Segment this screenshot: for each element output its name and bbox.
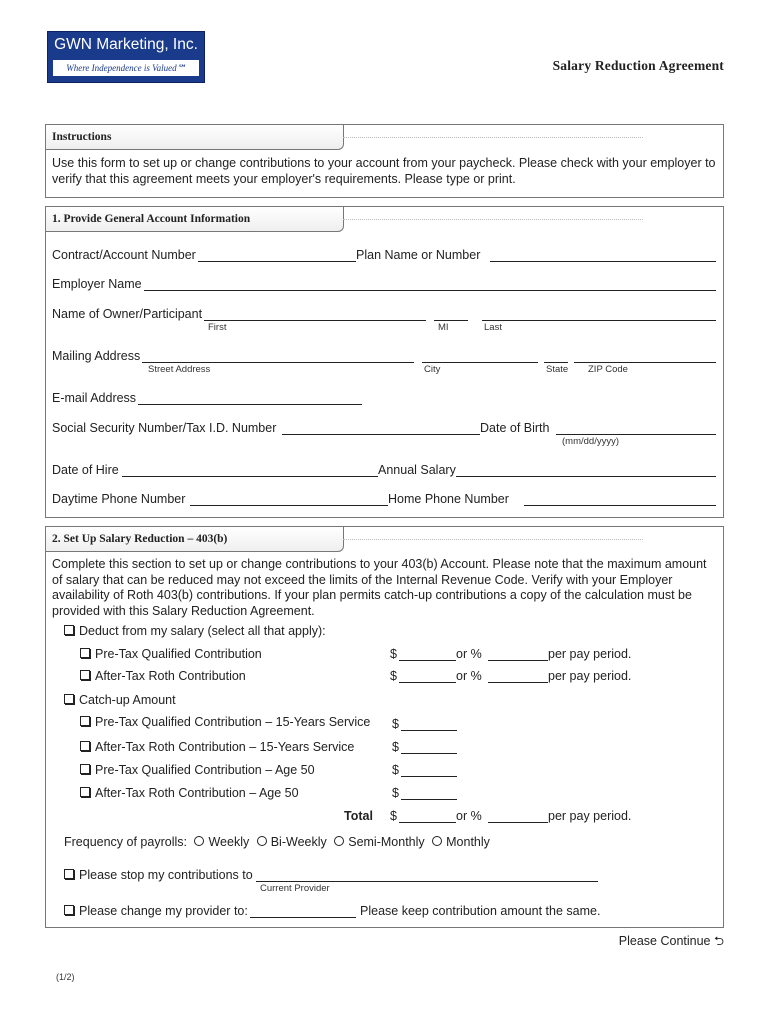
weekly-option[interactable]: Weekly	[190, 835, 249, 849]
pretax-pct-field[interactable]	[488, 660, 548, 661]
checkbox-icon[interactable]	[64, 869, 74, 879]
change-option[interactable]: Please change my provider to:	[64, 904, 248, 918]
salary-label: Annual Salary	[378, 463, 456, 477]
owner-last-field[interactable]	[482, 320, 716, 321]
total-label: Total	[344, 809, 373, 823]
checkbox-icon[interactable]	[80, 741, 90, 751]
radio-icon[interactable]	[432, 836, 442, 846]
email-field[interactable]	[138, 404, 362, 405]
keep-amount-text: Please keep contribution amount the same.	[360, 904, 601, 918]
checkbox-icon[interactable]	[80, 716, 90, 726]
owner-first-field[interactable]	[204, 320, 426, 321]
employer-label: Employer Name	[52, 277, 142, 291]
contract-label: Contract/Account Number	[52, 248, 196, 262]
total-or-pct: or %	[456, 809, 482, 823]
deduct-option[interactable]: Deduct from my salary (select all that apply):	[64, 624, 326, 638]
hire-label: Date of Hire	[52, 463, 119, 477]
biweekly-option[interactable]: Bi-Weekly	[253, 835, 327, 849]
owner-mi-field[interactable]	[434, 320, 468, 321]
aftertax50-dollar: $	[392, 786, 399, 800]
homephone-field[interactable]	[524, 505, 716, 506]
pretax15-dollar: $	[392, 717, 399, 731]
dob-hint: (mm/dd/yyyy)	[562, 436, 619, 447]
plan-field[interactable]	[490, 261, 716, 262]
monthly-option[interactable]: Monthly	[428, 835, 490, 849]
stop-option[interactable]: Please stop my contributions to	[64, 868, 253, 882]
pretax50-option[interactable]: Pre-Tax Qualified Contribution – Age 50	[80, 763, 315, 777]
email-label: E-mail Address	[52, 391, 137, 405]
aftertax-amount-field[interactable]	[399, 682, 456, 683]
dayphone-label: Daytime Phone Number	[52, 492, 186, 506]
current-provider-hint: Current Provider	[260, 883, 330, 894]
ssn-label: Social Security Number/Tax I.D. Number	[52, 421, 277, 435]
instructions-section	[45, 124, 724, 198]
total-amount-field[interactable]	[399, 822, 456, 823]
aftertax-pct-field[interactable]	[488, 682, 548, 683]
dob-label: Date of Birth	[480, 421, 550, 435]
aftertax15-option[interactable]: After-Tax Roth Contribution – 15-Years Service	[80, 740, 354, 754]
catchup-option[interactable]: Catch-up Amount	[64, 693, 176, 707]
checkbox-icon[interactable]	[64, 905, 74, 915]
radio-icon[interactable]	[257, 836, 267, 846]
total-pct-field[interactable]	[488, 822, 548, 823]
checkbox-icon[interactable]	[80, 670, 90, 680]
employer-field[interactable]	[144, 290, 716, 291]
company-tagline: Where Independence is Valued℠	[53, 60, 199, 76]
checkbox-icon[interactable]	[80, 648, 90, 658]
contract-field[interactable]	[198, 261, 356, 262]
aftertax-option[interactable]: After-Tax Roth Contribution	[80, 669, 246, 683]
aftertax50-option[interactable]: After-Tax Roth Contribution – Age 50	[80, 786, 299, 800]
page-number: (1/2)	[56, 972, 75, 982]
frequency-label: Frequency of payrolls:	[64, 835, 187, 849]
section2-heading: 2. Set Up Salary Reduction – 403(b)	[46, 527, 344, 552]
mailing-label: Mailing Address	[52, 349, 141, 363]
pretax-amount-field[interactable]	[399, 660, 456, 661]
company-logo	[47, 31, 205, 83]
pretax-option[interactable]: Pre-Tax Qualified Contribution	[80, 647, 262, 661]
section2-text: Complete this section to set up or change contributions to your 403(b) Account. Please note that the maximum amount of salary that can be reduced may not exceed the limits of the Internal Revenue Code. Verify with your Employer availability of Roth 403(b) contributions. If your plan permits catch-up contributions a copy of the calculation must be provided with this Salary Reduction Agreement.	[52, 557, 707, 618]
checkbox-icon[interactable]	[64, 694, 74, 704]
section1-heading: 1. Provide General Account Information	[46, 207, 344, 232]
company-name: GWN Marketing, Inc.	[54, 36, 198, 53]
instructions-heading: Instructions	[46, 125, 344, 150]
pretax-or-pct: or %	[456, 647, 482, 661]
dayphone-field[interactable]	[190, 505, 388, 506]
city-hint: City	[424, 364, 441, 375]
checkbox-icon[interactable]	[80, 764, 90, 774]
city-field[interactable]	[422, 362, 538, 363]
state-field[interactable]	[544, 362, 568, 363]
last-hint: Last	[484, 322, 502, 333]
zip-hint: ZIP Code	[588, 364, 628, 375]
pretax50-dollar: $	[392, 763, 399, 777]
homephone-label: Home Phone Number	[388, 492, 509, 506]
total-per-period: per pay period.	[548, 809, 632, 823]
state-hint: State	[546, 364, 569, 375]
ssn-field[interactable]	[282, 434, 480, 435]
aftertax15-dollar: $	[392, 740, 399, 754]
checkbox-icon[interactable]	[80, 787, 90, 797]
document-title: Salary Reduction Agreement	[552, 58, 724, 73]
pretax15-option[interactable]: Pre-Tax Qualified Contribution – 15-Years Service	[80, 715, 370, 729]
continue-text: Please Continue ⮌	[618, 934, 724, 948]
aftertax-per-period: per pay period.	[548, 669, 632, 683]
aftertax-or-pct: or %	[456, 669, 482, 683]
hire-field[interactable]	[122, 476, 378, 477]
aftertax-dollar: $	[390, 669, 397, 683]
radio-icon[interactable]	[334, 836, 344, 846]
total-dollar: $	[390, 809, 397, 823]
pretax15-amount-field[interactable]	[401, 730, 457, 731]
street-field[interactable]	[142, 362, 414, 363]
instructions-text: Use this form to set up or change contributions to your account from your paycheck. Please check with your employer to verify that this agreement meets your employer's requirements. Please type or print.	[52, 156, 716, 186]
pretax-dollar: $	[390, 647, 397, 661]
pretax50-amount-field[interactable]	[401, 776, 457, 777]
mi-hint: MI	[438, 322, 449, 333]
general-account-section	[45, 206, 724, 518]
first-hint: First	[208, 322, 227, 333]
salary-field[interactable]	[456, 476, 716, 477]
new-provider-field[interactable]	[250, 917, 356, 918]
owner-label: Name of Owner/Participant	[52, 307, 203, 321]
zip-field[interactable]	[574, 362, 716, 363]
radio-icon[interactable]	[194, 836, 204, 846]
current-provider-field[interactable]	[256, 881, 598, 882]
dob-field[interactable]	[556, 434, 716, 435]
street-hint: Street Address	[148, 364, 211, 375]
checkbox-icon[interactable]	[64, 625, 74, 635]
aftertax50-amount-field[interactable]	[401, 799, 457, 800]
salary-reduction-section	[45, 526, 724, 928]
semimonthly-option[interactable]: Semi-Monthly	[330, 835, 424, 849]
pretax-per-period: per pay period.	[548, 647, 632, 661]
aftertax15-amount-field[interactable]	[401, 753, 457, 754]
payroll-frequency	[64, 835, 490, 849]
plan-label: Plan Name or Number	[356, 248, 481, 262]
